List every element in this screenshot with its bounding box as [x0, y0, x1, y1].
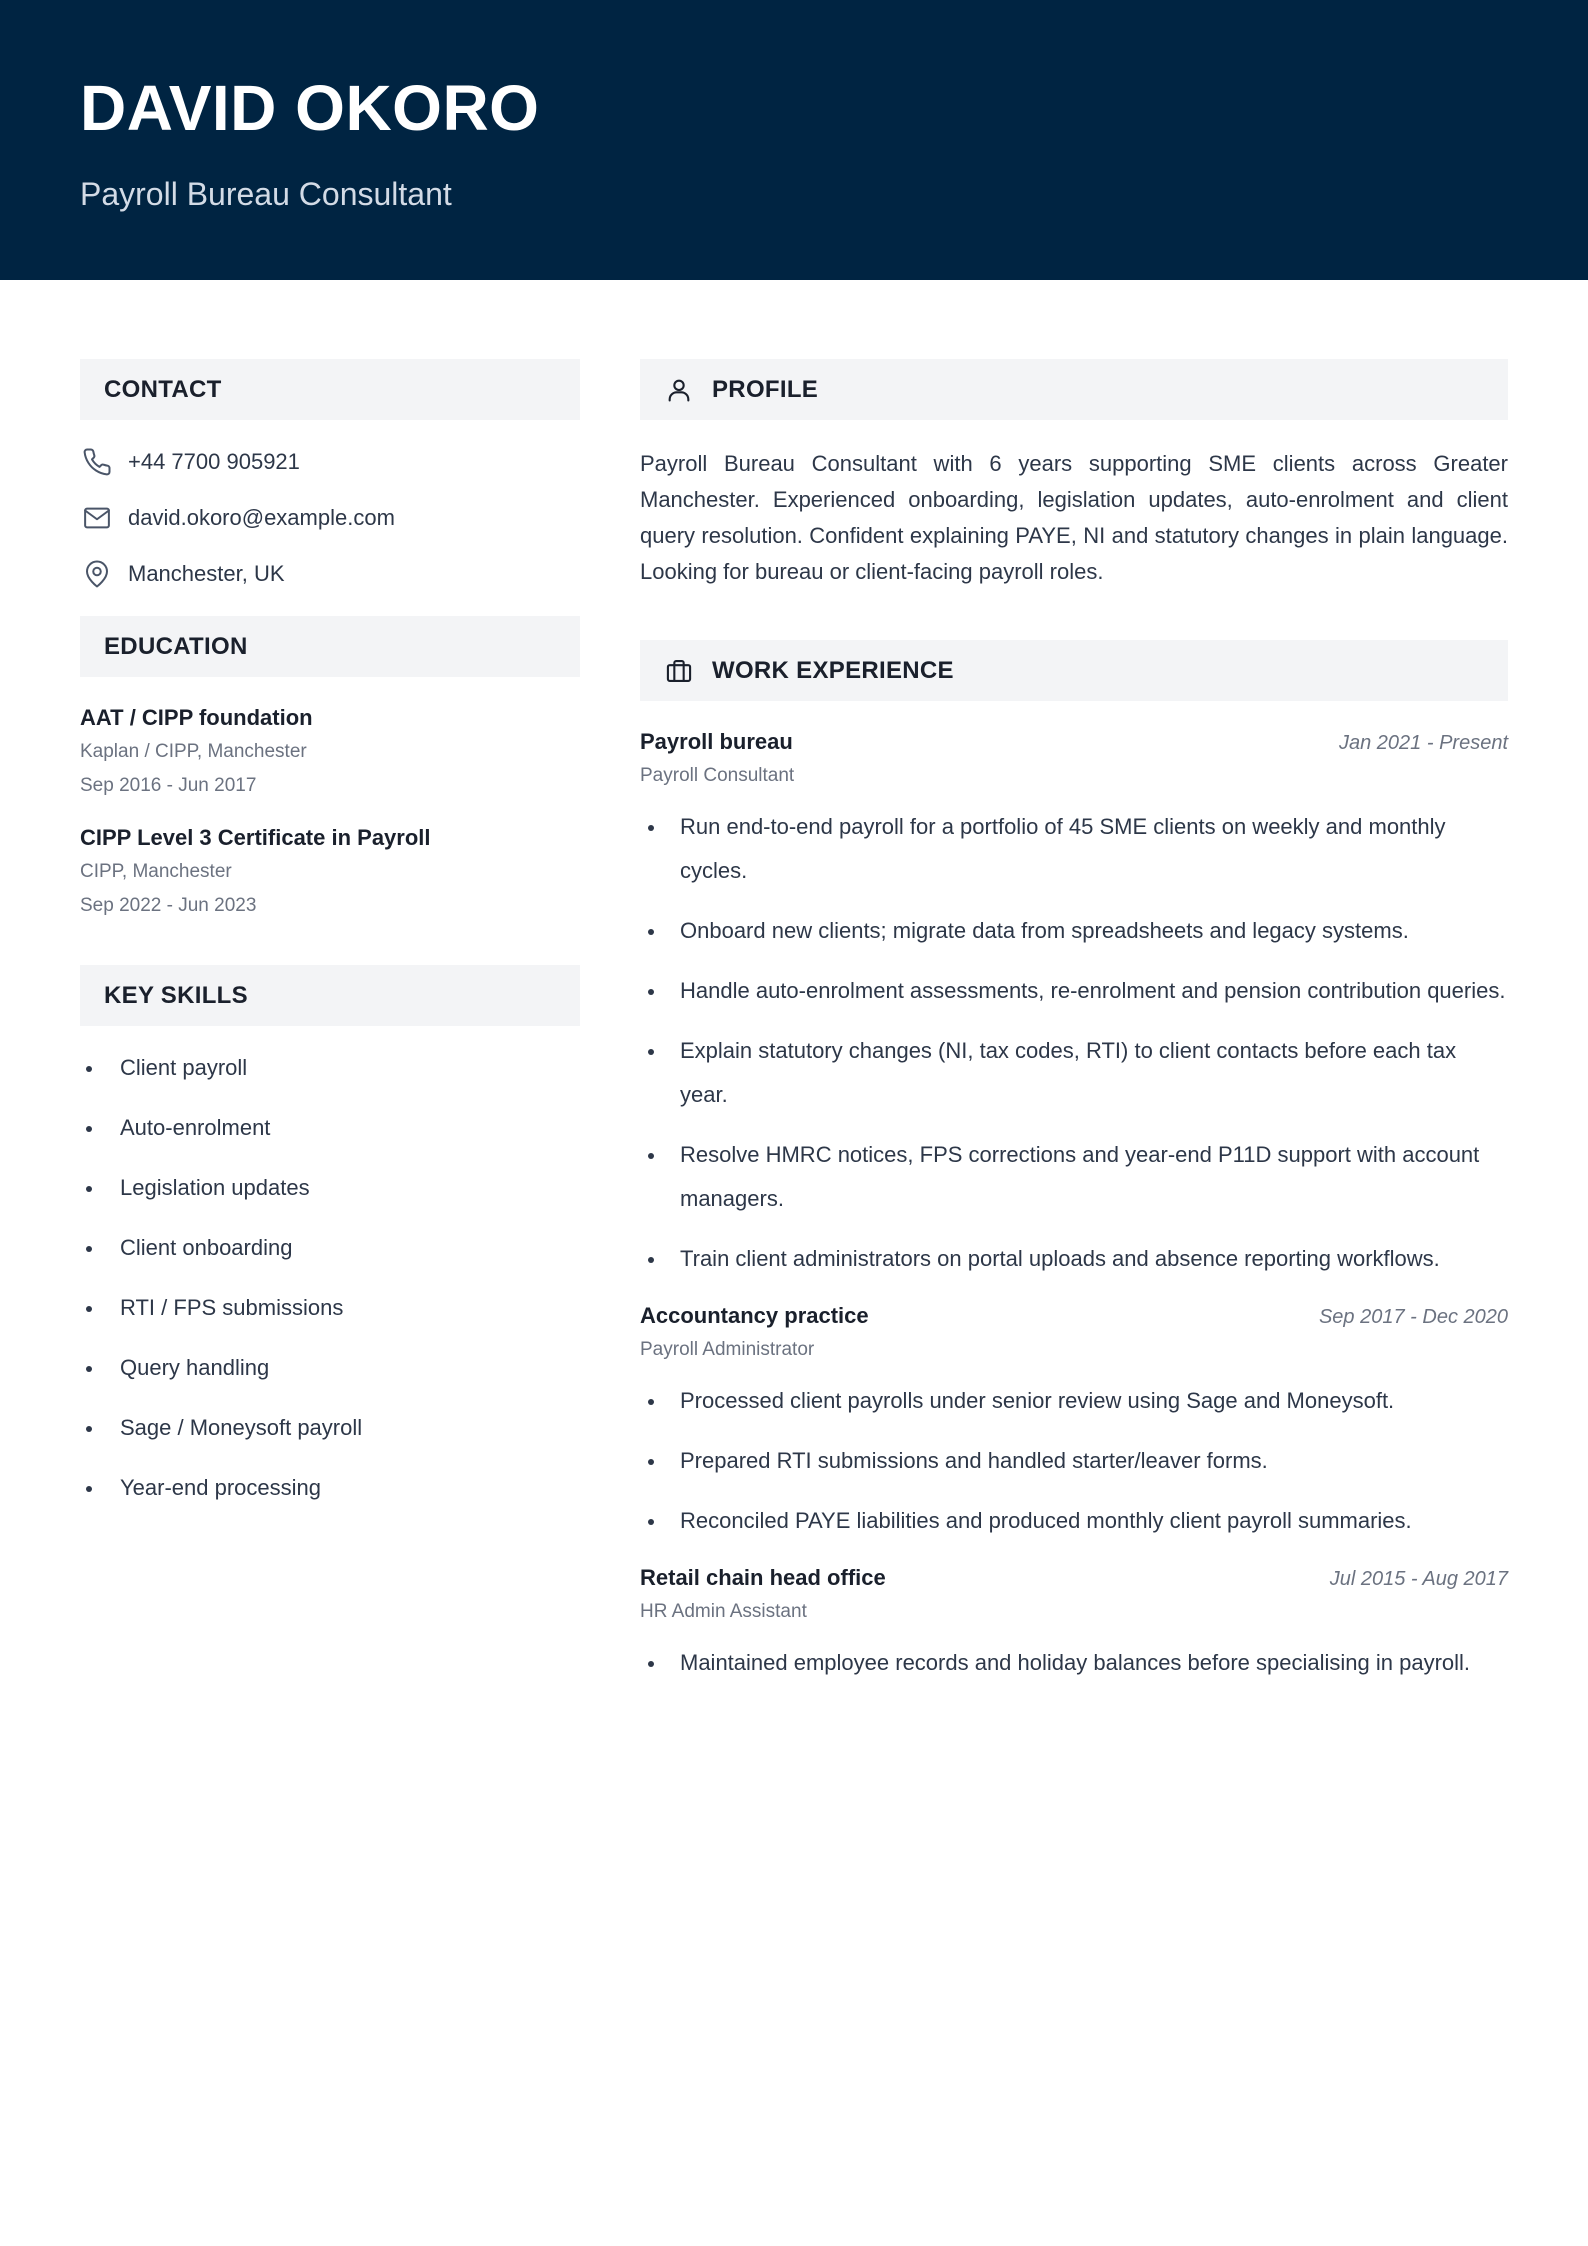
skill-item: Client payroll [80, 1050, 580, 1086]
contact-phone-text[interactable]: +44 7700 905921 [128, 449, 300, 474]
skill-item: Year-end processing [80, 1470, 580, 1506]
contact-location [80, 556, 580, 592]
job-company: Accountancy practice [640, 1303, 869, 1328]
skill-item: Sage / Moneysoft payroll [80, 1410, 580, 1446]
education-dates: Sep 2022 - Jun 2023 [80, 895, 257, 916]
education-heading [80, 616, 580, 677]
job-role: Payroll Consultant [640, 765, 795, 786]
job-entry [640, 727, 1508, 1281]
job-bullet: Explain statutory changes (NI, tax codes, RTI) to client contacts before each tax year. [640, 1029, 1508, 1117]
job-dates: Jul 2015 - Aug 2017 [1329, 1568, 1508, 1590]
right-column [640, 359, 1508, 1701]
briefcase-icon [664, 656, 694, 686]
profile-heading-label: PROFILE [712, 375, 819, 403]
job-dates: Sep 2017 - Dec 2020 [1318, 1306, 1508, 1328]
job-bullet: Reconciled PAYE liabilities and produced monthly client payroll summaries. [640, 1499, 1508, 1543]
candidate-name: DAVID OKORO [80, 72, 540, 144]
job-bullet: Onboard new clients; migrate data from spreadsheets and legacy systems. [640, 909, 1508, 953]
job-dates: Jan 2021 - Present [1339, 732, 1508, 754]
education-heading-label: EDUCATION [104, 632, 248, 660]
job-role: HR Admin Assistant [640, 1601, 807, 1622]
phone-icon [80, 445, 114, 479]
contact-email-text[interactable]: david.okoro@example.com [128, 505, 395, 530]
job-bullet: Resolve HMRC notices, FPS corrections and year-end P11D support with account managers. [640, 1133, 1508, 1221]
education-item [80, 703, 580, 799]
job-entry [640, 1301, 1508, 1543]
skill-item: RTI / FPS submissions [80, 1290, 580, 1326]
job-bullet: Maintained employee records and holiday balances before specialising in payroll. [640, 1641, 1508, 1685]
education-degree: AAT / CIPP foundation [80, 705, 313, 730]
left-column [80, 359, 580, 1530]
education-dates: Sep 2016 - Jun 2017 [80, 775, 257, 796]
profile-heading [640, 359, 1508, 420]
job-role: Payroll Administrator [640, 1339, 815, 1360]
job-bullets [640, 1379, 1508, 1543]
job-company: Payroll bureau [640, 729, 793, 754]
work-heading [640, 640, 1508, 701]
contact-email [80, 500, 580, 536]
contact-heading [80, 359, 580, 420]
education-list [80, 703, 580, 919]
job-bullets [640, 805, 1508, 1281]
work-heading-label: WORK EXPERIENCE [712, 656, 954, 684]
job-bullets [640, 1641, 1508, 1685]
education-school: CIPP, Manchester [80, 861, 232, 882]
education-degree: CIPP Level 3 Certificate in Payroll [80, 825, 431, 850]
profile-summary: Payroll Bureau Consultant with 6 years supporting SME clients across Greater Manchester. Experienced onboarding, legislation updates, auto-enrolment and client query resolution. Confident explaining PAYE, NI and statutory changes in plain language. Looking for bureau or client-facing payroll roles. [640, 451, 1508, 584]
skills-heading-label: KEY SKILLS [104, 981, 248, 1009]
skill-item: Legislation updates [80, 1170, 580, 1206]
mail-icon [80, 501, 114, 535]
location-pin-icon [80, 557, 114, 591]
user-icon [664, 375, 694, 405]
job-bullet: Prepared RTI submissions and handled starter/leaver forms. [640, 1439, 1508, 1483]
contact-list [80, 444, 580, 592]
skills-heading [80, 965, 580, 1026]
contact-phone [80, 444, 580, 480]
contact-heading-label: CONTACT [104, 375, 222, 403]
education-school: Kaplan / CIPP, Manchester [80, 741, 307, 762]
resume-header [0, 0, 1588, 280]
skill-item: Query handling [80, 1350, 580, 1386]
job-bullet: Train client administrators on portal uploads and absence reporting workflows. [640, 1237, 1508, 1281]
job-bullet: Handle auto-enrolment assessments, re-enrolment and pension contribution queries. [640, 969, 1508, 1013]
job-company: Retail chain head office [640, 1565, 886, 1590]
education-item [80, 823, 580, 919]
skill-item: Client onboarding [80, 1230, 580, 1266]
skills-list [80, 1050, 580, 1506]
job-bullet: Processed client payrolls under senior review using Sage and Moneysoft. [640, 1379, 1508, 1423]
contact-location-text: Manchester, UK [128, 561, 285, 586]
job-entry [640, 1563, 1508, 1685]
job-bullet: Run end-to-end payroll for a portfolio of 45 SME clients on weekly and monthly cycles. [640, 805, 1508, 893]
candidate-title: Payroll Bureau Consultant [80, 176, 452, 212]
skill-item: Auto-enrolment [80, 1110, 580, 1146]
